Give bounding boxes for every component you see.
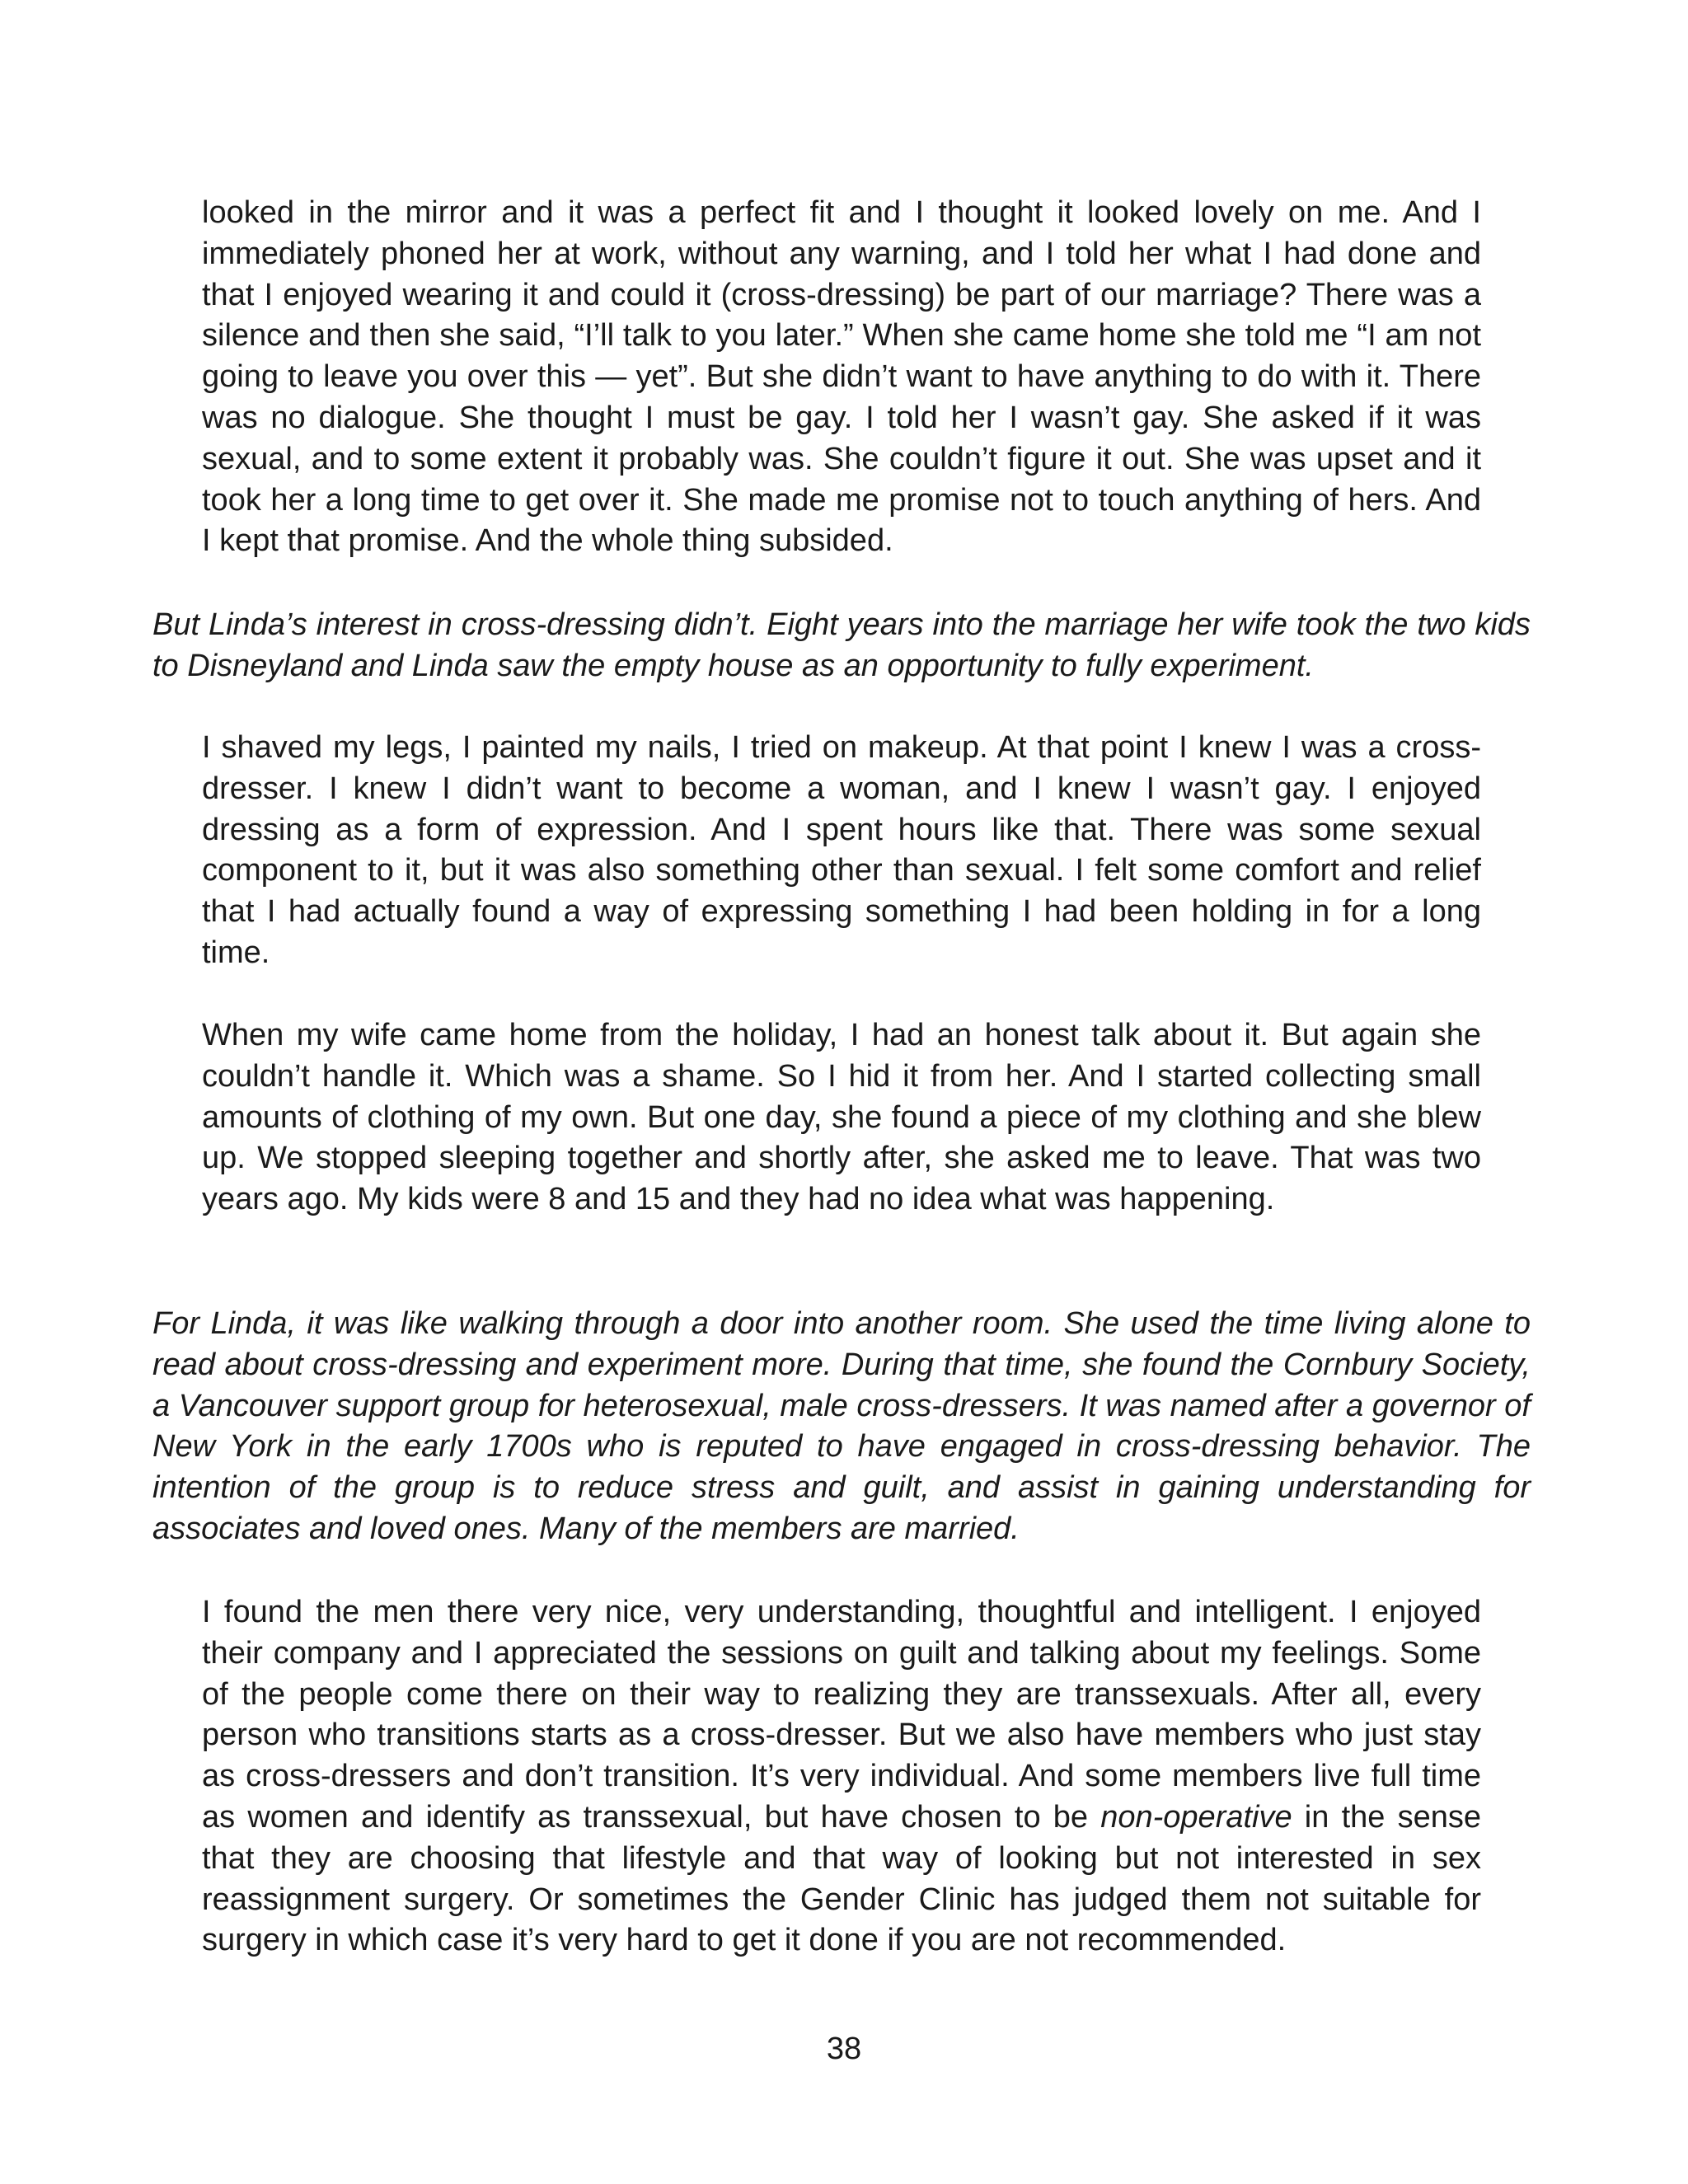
- interview-quote-paragraph: [202, 1592, 1481, 1961]
- page-number: 38: [826, 2032, 862, 2066]
- interview-quote-paragraph: I shaved my legs, I painted my nails, I tried on makeup. At that point I knew I was a cross-dresser. I knew I didn’t want to become a woman, and I knew I wasn’t gay. I enjoyed dressing as a form of expression. And I spent hours like that. There was some sexual component to it, but it was also something other than sexual. I felt some comfort and relief that I had actually found a way of expressing something I had been holding in for a long time.: [202, 730, 1481, 970]
- narrative-paragraph: But Linda’s interest in cross-dressing didn’t. Eight years into the marriage her wife took the two kids to Disneyland and Linda saw the empty house as an opportunity to fully experiment.: [152, 607, 1531, 683]
- interview-quote-paragraph: looked in the mirror and it was a perfect fit and I thought it looked lovely on me. And I immediately phoned her at work, without any warning, and I told her what I had done and that I enjoyed wearing it and could it (cross-dressing) be part of our marriage? There was a silence and then she said, “I’ll talk to you later.” When she came home she told me “I am not going to leave you over this — yet”. But she didn’t want to have anything to do with it. There was no dialogue. She thought I must be gay. I told her I wasn’t gay. She asked if it was sexual, and to some extent it probably was. She couldn’t figure it out. She was upset and it took her a long time to get over it. She made me promise not to touch anything of hers. And I kept that promise. And the whole thing subsided.: [202, 195, 1481, 559]
- quote-text: in the sense that they are choosing that lifestyle and that way of looking but not interested in sex reassignment surgery. Or sometimes the Gender Clinic has judged them not suitable for surgery in which case it’s very hard to get it done if you are not recommended.: [202, 1799, 1481, 1958]
- narrative-paragraph: For Linda, it was like walking through a door into another room. She used the time living alone to read about cross-dressing and experiment more. During that time, she found the Cornbury Society, a Vancouver support group for heterosexual, male cross-dressers. It was named after a governor of New York in the early 1700s who is reputed to have engaged in cross-dressing behavior. The intention of the group is to reduce stress and guilt, and assist in gaining understanding for associates and loved ones. Many of the members are married.: [152, 1306, 1531, 1546]
- interview-quote-paragraph: When my wife came home from the holiday, I had an honest talk about it. But again she couldn’t handle it. Which was a shame. So I hid it from her. And I started collecting small amounts of clothing of my own. But one day, she found a piece of my clothing and she blew up. We stopped sleeping together and shortly after, she asked me to leave. That was two years ago. My kids were 8 and 15 and they had no idea what was happening.: [202, 1018, 1481, 1217]
- emphasized-term: non-operative: [1100, 1799, 1292, 1835]
- quote-text: I found the men there very nice, very understanding, thoughtful and intelligent. I enjoyed their company and I appreciated the sessions on guilt and talking about my feelings. Some of the people come there on their way to realizing they are transsexuals. After all, every person who transitions starts as a cross-dresser. But we also have members who just stay as cross-dressers and don’t transition. It’s very individual. And some members live full time as women and identify as transsexual, but have chosen to be: [202, 1595, 1481, 1835]
